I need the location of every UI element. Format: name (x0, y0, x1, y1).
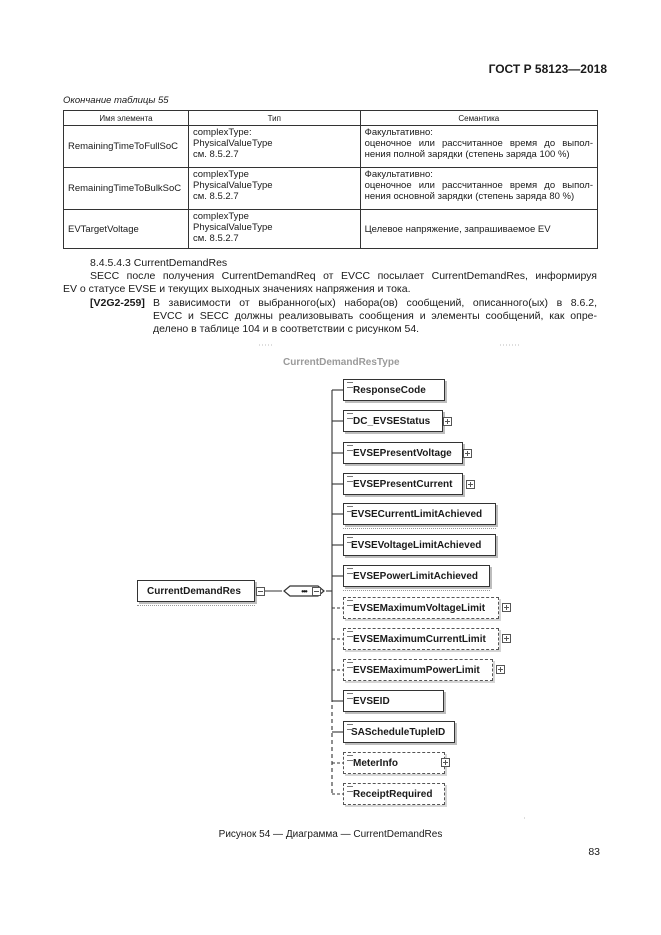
element-evse-voltage-limit-achieved[interactable] (343, 534, 496, 556)
element-receipt-required[interactable] (343, 783, 445, 805)
expand-icon[interactable] (502, 603, 511, 612)
document-icon (347, 662, 353, 668)
cell-name: EVTargetVoltage (64, 210, 189, 249)
element-evse-maximum-current-limit[interactable] (343, 628, 499, 650)
requirement-line: делено в таблице 104 и в соответствии с рисунком 54. (153, 323, 420, 335)
element-evse-maximum-voltage-limit[interactable] (343, 597, 499, 619)
cell-name: RemainingTimeToBulkSoC (64, 168, 189, 210)
element-label: EVSEVoltageLimitAchieved (351, 539, 482, 551)
requirement-line: В зависимости от выбранного(ых) набора(ов) сообщений, описанного(ых) в 8.6.2, (153, 297, 597, 309)
dotted-underline (343, 590, 490, 591)
document-icon (347, 693, 353, 699)
element-label: MeterInfo (353, 757, 398, 769)
element-label: EVSEPresentCurrent (353, 478, 453, 490)
element-label: EVSEMaximumVoltageLimit (353, 602, 486, 614)
requirement-id: [V2G2-259] (90, 297, 145, 309)
expand-icon[interactable] (496, 665, 505, 674)
column-header: Семантика (360, 111, 597, 126)
dotted-underline (343, 528, 496, 529)
element-evse-current-limit-achieved[interactable] (343, 503, 496, 525)
element-sa-schedule-tuple-id[interactable] (343, 721, 455, 743)
collapse-icon[interactable] (256, 587, 265, 596)
root-element[interactable] (137, 580, 255, 602)
element-label: EVSEID (353, 695, 390, 707)
expand-icon[interactable] (463, 449, 472, 458)
cell-semantics: Факультативно: оценочное или рассчитанное время до выпол- нения полной зарядки (степень заряда 100 %) (360, 126, 597, 168)
cell-type: complexType PhysicalValueType см. 8.5.2.7 (188, 210, 360, 249)
expand-icon[interactable] (441, 758, 450, 767)
element-evse-id[interactable] (343, 690, 444, 712)
document-icon (347, 476, 353, 482)
section-heading: 8.4.5.4.3 CurrentDemandRes (90, 257, 228, 269)
element-response-code[interactable] (343, 379, 445, 401)
element-label: EVSEMaximumCurrentLimit (353, 633, 486, 645)
expand-icon[interactable] (502, 634, 511, 643)
cell-type: complexType PhysicalValueType см. 8.5.2.7 (188, 168, 360, 210)
document-icon (347, 724, 353, 730)
paragraph-line: EV о статусе EVSE и текущих выходных значениях напряжения и тока. (63, 283, 411, 295)
cell-name: RemainingTimeToFullSoC (64, 126, 189, 168)
element-label: EVSEPowerLimitAchieved (353, 570, 479, 582)
element-evse-present-current[interactable] (343, 473, 463, 495)
element-label: ResponseCode (353, 384, 426, 396)
document-icon (347, 786, 353, 792)
document-code: ГОСТ Р 58123—2018 (488, 62, 607, 76)
root-dotted-underline (137, 605, 255, 606)
expand-icon[interactable] (466, 480, 475, 489)
document-icon (347, 445, 353, 451)
document-icon (347, 631, 353, 637)
document-icon (347, 413, 353, 419)
element-label: SAScheduleTupleID (351, 726, 446, 738)
column-header: Имя элемента (64, 111, 189, 126)
figure-caption: Рисунок 54 — Диаграмма — CurrentDemandRes (218, 829, 443, 840)
element-label: EVSEPresentVoltage (353, 447, 452, 459)
page-number: 83 (588, 846, 600, 858)
cell-semantics: Факультативно: оценочное или рассчитанное время до выпол- нения основной зарядки (степень заряда 80 %) (360, 168, 597, 210)
element-evse-power-limit-achieved[interactable] (343, 565, 490, 587)
element-evse-maximum-power-limit[interactable] (343, 659, 493, 681)
diagram-type-title: CurrentDemandResType (283, 357, 400, 368)
document-icon (347, 506, 353, 512)
document-icon (347, 568, 353, 574)
document-icon (347, 755, 353, 761)
cell-type: complexType: PhysicalValueType см. 8.5.2.7 (188, 126, 360, 168)
element-dc-evse-status[interactable] (343, 410, 443, 432)
element-label: ReceiptRequired (353, 788, 433, 800)
document-icon (347, 600, 353, 606)
element-meter-info[interactable] (343, 752, 445, 774)
element-label: DC_EVSEStatus (353, 415, 431, 427)
element-label: EVSECurrentLimitAchieved (351, 508, 483, 520)
column-header: Тип (188, 111, 360, 126)
collapse-icon[interactable] (312, 587, 321, 596)
expand-icon[interactable] (443, 417, 452, 426)
document-icon (347, 382, 353, 388)
element-label: CurrentDemandRes (147, 585, 241, 597)
sequence-compositor[interactable]: ••• (301, 587, 307, 596)
requirement-line: EVCC и SECC должны реализовывать сообщения и элементы сообщений, как опре- (153, 310, 597, 322)
cell-semantics: Целевое напряжение, запрашиваемое EV (360, 210, 597, 249)
table-caption: Окончание таблицы 55 (63, 95, 169, 106)
paragraph-line: SECC после получения CurrentDemandReq от EVCC посылает CurrentDemandRes, информируя (90, 270, 597, 282)
document-icon (347, 537, 353, 543)
element-evse-present-voltage[interactable] (343, 442, 463, 464)
element-label: EVSEMaximumPowerLimit (353, 664, 480, 676)
